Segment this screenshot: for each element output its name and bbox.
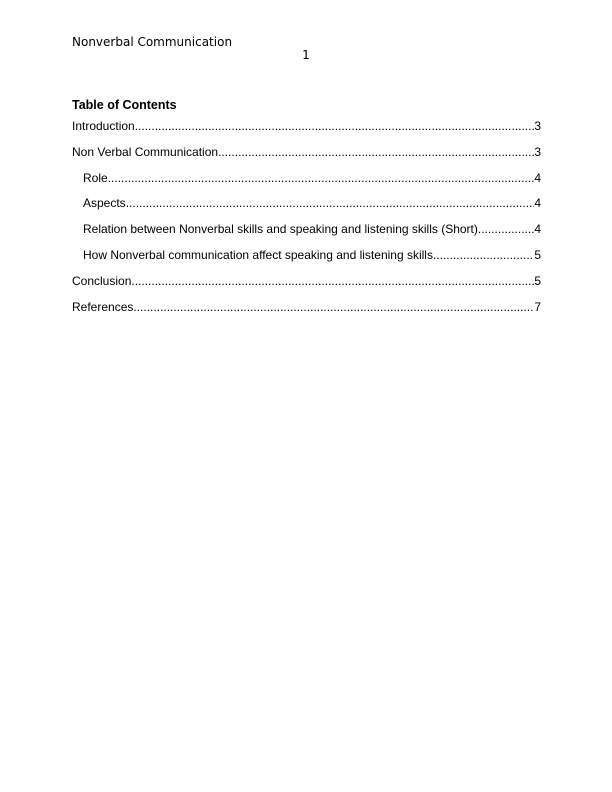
toc-entry-conclusion[interactable] xyxy=(72,273,541,299)
toc-entry-references[interactable] xyxy=(72,299,541,325)
running-head: Nonverbal Communication xyxy=(72,35,233,49)
toc-entry-label: Conclusion xyxy=(72,273,132,288)
toc-entry-page: 4 xyxy=(534,222,541,237)
toc-leader-dots xyxy=(433,247,534,263)
toc-leader-dots xyxy=(108,170,535,186)
toc-leader-dots xyxy=(126,195,535,211)
toc-entry-label: Aspects xyxy=(83,196,126,211)
toc-entry-how-nonverbal-affects[interactable] xyxy=(72,247,541,273)
toc-entry-page: 4 xyxy=(534,196,541,211)
toc-entry-label: Relation between Nonverbal skills and speaking and listening skills (Short) xyxy=(83,222,478,237)
toc-title: Table of Contents xyxy=(72,98,177,112)
toc-entry-page: 5 xyxy=(534,273,541,288)
page-number: 1 xyxy=(302,48,310,62)
toc-leader-dots xyxy=(133,299,534,315)
toc-entry-page: 3 xyxy=(534,144,541,159)
toc-entry-page: 5 xyxy=(534,247,541,262)
table-of-contents xyxy=(72,118,541,324)
toc-leader-dots xyxy=(131,273,534,289)
toc-entry-label: References xyxy=(72,299,134,314)
toc-entry-page: 7 xyxy=(534,299,541,314)
toc-entry-label: Introduction xyxy=(72,119,135,133)
toc-entry-page: 3 xyxy=(534,119,541,133)
toc-entry-page: 4 xyxy=(534,170,541,185)
toc-entry-label: Non Verbal Communication xyxy=(72,144,219,159)
toc-entry-introduction[interactable] xyxy=(72,118,541,144)
toc-leader-dots xyxy=(478,221,534,237)
toc-entry-non-verbal-communication[interactable] xyxy=(72,144,541,170)
toc-entry-aspects[interactable] xyxy=(72,195,541,221)
toc-entry-label: Role xyxy=(83,170,108,185)
toc-leader-dots xyxy=(135,118,535,134)
toc-entry-relation-nonverbal-skills[interactable] xyxy=(72,221,541,247)
toc-entry-role[interactable] xyxy=(72,170,541,196)
toc-entry-label: How Nonverbal communication affect speaking and listening skills xyxy=(83,247,433,262)
toc-leader-dots xyxy=(218,144,534,160)
